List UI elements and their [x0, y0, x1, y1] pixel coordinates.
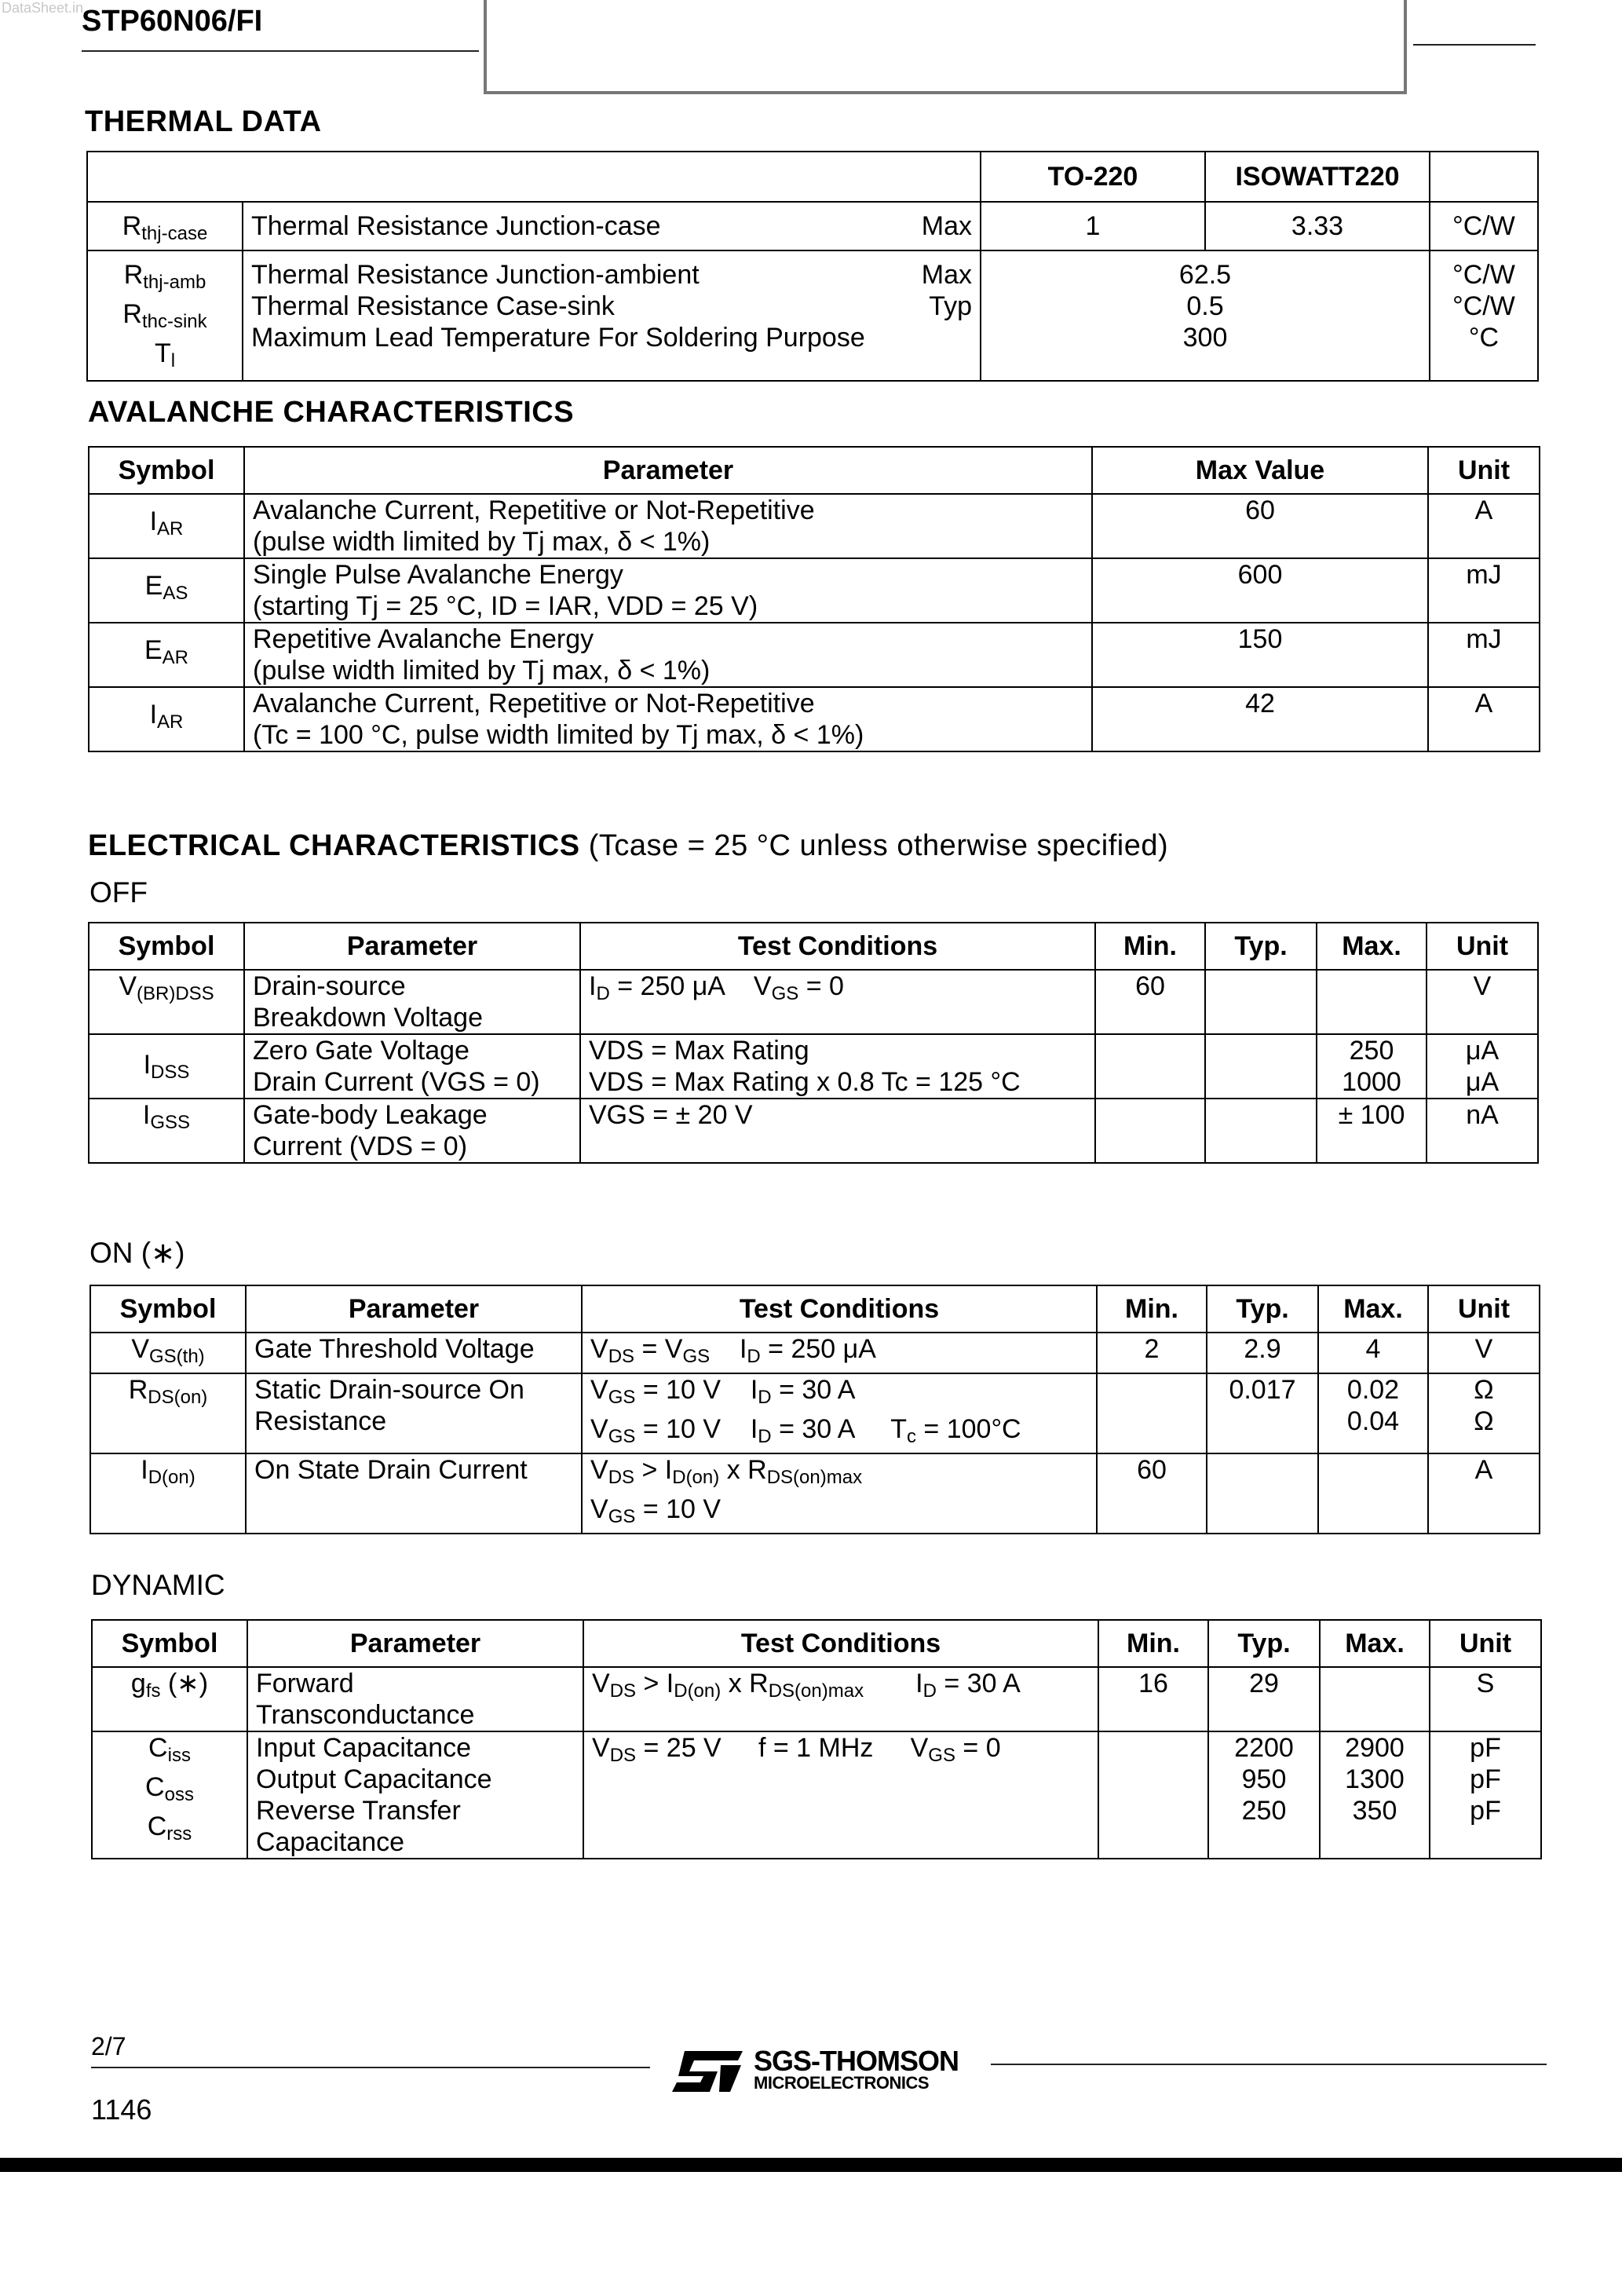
max-value: 60 [1092, 494, 1428, 558]
col-symbol: Symbol [89, 447, 244, 494]
col-isowatt220: ISOWATT220 [1205, 152, 1430, 202]
header-rule-right [1413, 44, 1536, 46]
param-text: Maximum Lead Temperature For Soldering Purpose [251, 323, 865, 353]
sym-igss: $I_{GSS}$ [89, 1099, 244, 1163]
test-conditions: $V_{DS} > I_{D(on)}$ x $R_{DS(on)max}$ $I_D = 30$ A [583, 1667, 1098, 1731]
table-row [89, 1099, 1538, 1163]
param-rthj-case [243, 202, 981, 250]
table-row [89, 494, 1540, 558]
electrical-title: ELECTRICAL CHARACTERISTICS (Tcase = 25 °C unless otherwise specified) [88, 829, 1169, 862]
col-unit: Unit [1428, 447, 1540, 494]
max-value: 600 [1092, 558, 1428, 623]
test-conditions: $V_{DS} > I_{D(on)}$ x $R_{DS(on)max}$ $V_{GS} = 10$ V [582, 1453, 1097, 1534]
min [1098, 1731, 1208, 1859]
value-to220: 1 [981, 202, 1205, 250]
value-group [981, 250, 1430, 381]
param-qual: Max [921, 260, 972, 290]
brand-subtitle: MICROELECTRONICS [754, 2073, 929, 2093]
company-logo [670, 2045, 977, 2100]
electrical-note: (Tcase = 25 °C unless otherwise specified) [588, 829, 1169, 862]
table-row [92, 1731, 1541, 1859]
param: Single Pulse Avalanche Energy (starting Tj = 25 °C, ID = IAR, VDD = 25 V) [244, 558, 1092, 623]
off-table [88, 922, 1539, 1164]
max-value: 42 [1092, 687, 1428, 751]
unit: μA μA [1427, 1034, 1538, 1099]
watermark: DataSheet.in [2, 0, 84, 16]
avalanche-title: AVALANCHE CHARACTERISTICS [88, 396, 575, 429]
test-conditions: $V_{DS} = 25$ V f = 1 MHz $V_{GS} = 0$ [583, 1731, 1098, 1859]
part-number: STP60N06/FI [82, 5, 263, 38]
unit: °C [1468, 323, 1500, 353]
param: Static Drain-source On Resistance [246, 1373, 582, 1453]
param-text: Thermal Resistance Case-sink [251, 291, 615, 321]
max: 250 1000 [1317, 1034, 1427, 1099]
table-row [90, 1373, 1540, 1453]
test-conditions: VGS = ± 20 V [580, 1099, 1095, 1163]
col-test-conditions: Test Conditions [583, 1620, 1098, 1667]
unit-group [1430, 250, 1538, 381]
param: Gate Threshold Voltage [246, 1333, 582, 1373]
param-qual: Max [921, 211, 972, 241]
param-group [243, 250, 981, 381]
param-text: Thermal Resistance Junction-case [251, 211, 661, 241]
col-test-conditions: Test Conditions [580, 923, 1095, 970]
unit: pF pF pF [1430, 1731, 1541, 1859]
sym-rdson: $R_{DS(on)}$ [90, 1373, 246, 1453]
value-rthc-sink: 0.5 [1186, 291, 1224, 321]
thermal-header-row [87, 152, 1538, 202]
dynamic-table [91, 1619, 1542, 1859]
table-row [89, 623, 1540, 687]
min: 60 [1095, 970, 1205, 1034]
unit: S [1430, 1667, 1541, 1731]
header-box [484, 0, 1407, 94]
col-unit: Unit [1430, 1620, 1541, 1667]
table-row [90, 1333, 1540, 1373]
typ: 2.9 [1207, 1333, 1318, 1373]
typ: 29 [1208, 1667, 1320, 1731]
col-parameter: Parameter [247, 1620, 583, 1667]
st-logo-icon [670, 2048, 746, 2095]
col-unit: Unit [1428, 1285, 1540, 1333]
col-max: Max. [1318, 1285, 1428, 1333]
table-row [89, 1034, 1538, 1099]
brand-name: SGS-THOMSON [754, 2045, 959, 2077]
col-min: Min. [1097, 1285, 1207, 1333]
unit: nA [1427, 1099, 1538, 1163]
col-max: Max. [1320, 1620, 1430, 1667]
unit: V [1428, 1333, 1540, 1373]
col-typ: Typ. [1207, 1285, 1318, 1333]
table-row [89, 970, 1538, 1034]
value-rthj-amb: 62.5 [1178, 260, 1232, 290]
on-title: ON (∗) [90, 1237, 185, 1269]
sym-gfs: $g_{fs}$ (∗) [92, 1667, 247, 1731]
param: Drain-source Breakdown Voltage [244, 970, 580, 1034]
document-number: 1146 [91, 2093, 152, 2126]
col-min: Min. [1095, 923, 1205, 970]
col-symbol: Symbol [89, 923, 244, 970]
footer-rule-left [91, 2067, 650, 2068]
test-conditions: $V_{DS} = V_{GS}$ $I_D = 250$ μA [582, 1333, 1097, 1373]
header-rule-left [82, 50, 479, 52]
dynamic-title: DYNAMIC [91, 1569, 225, 1601]
col-to220: TO-220 [981, 152, 1205, 202]
unit-rthj-case: °C/W [1430, 202, 1538, 250]
avalanche-table [88, 446, 1540, 752]
sym-caps: $C_{iss}$ $C_{oss}$ $C_{rss}$ [92, 1731, 247, 1859]
unit: mJ [1428, 623, 1540, 687]
thermal-header-blank [87, 152, 981, 202]
sym-group: $R_{thj-amb}$ $R_{thc-sink}$ $T_l$ [87, 250, 243, 381]
param-text: Thermal Resistance Junction-ambient [251, 260, 700, 290]
sym-rthj-case: $R_{thj-case}$ [87, 202, 243, 250]
col-symbol: Symbol [90, 1285, 246, 1333]
typ [1205, 1034, 1317, 1099]
unit: A [1428, 494, 1540, 558]
col-parameter: Parameter [244, 447, 1092, 494]
table-row [92, 1667, 1541, 1731]
min [1095, 1099, 1205, 1163]
unit: °C/W [1452, 291, 1515, 321]
unit: A [1428, 687, 1540, 751]
test-conditions: $I_D = 250$ μA $V_{GS} = 0$ [580, 970, 1095, 1034]
param: Input Capacitance Output Capacitance Reverse Transfer Capacitance [247, 1731, 583, 1859]
col-typ: Typ. [1205, 923, 1317, 970]
typ [1205, 1099, 1317, 1163]
param: Repetitive Avalanche Energy (pulse width limited by Tj max, δ < 1%) [244, 623, 1092, 687]
sym-iar: $I_{AR}$ [89, 494, 244, 558]
typ: 2200 950 250 [1208, 1731, 1320, 1859]
col-unit: Unit [1427, 923, 1538, 970]
page-number: 2/7 [91, 2032, 126, 2060]
sym-idon: $I_{D(on)}$ [90, 1453, 246, 1534]
table-row [89, 558, 1540, 623]
max [1318, 1453, 1428, 1534]
min [1095, 1034, 1205, 1099]
param: Zero Gate Voltage Drain Current (VGS = 0) [244, 1034, 580, 1099]
unit: °C/W [1452, 260, 1515, 290]
param: Avalanche Current, Repetitive or Not-Repetitive (pulse width limited by Tj max, δ < 1%) [244, 494, 1092, 558]
col-parameter: Parameter [244, 923, 580, 970]
param: On State Drain Current [246, 1453, 582, 1534]
col-parameter: Parameter [246, 1285, 582, 1333]
on-header-row [90, 1285, 1540, 1333]
typ: 0.017 [1207, 1373, 1318, 1453]
min [1097, 1373, 1207, 1453]
col-test-conditions: Test Conditions [582, 1285, 1097, 1333]
col-max: Max. [1317, 923, 1427, 970]
off-title: OFF [90, 876, 148, 909]
col-min: Min. [1098, 1620, 1208, 1667]
avalanche-header-row [89, 447, 1540, 494]
thermal-row-rthj-case [87, 202, 1538, 250]
max-value: 150 [1092, 623, 1428, 687]
unit: mJ [1428, 558, 1540, 623]
min: 2 [1097, 1333, 1207, 1373]
table-row [90, 1453, 1540, 1534]
max [1320, 1667, 1430, 1731]
value-isowatt220: 3.33 [1205, 202, 1430, 250]
bottom-bar [0, 2158, 1622, 2172]
min: 16 [1098, 1667, 1208, 1731]
thermal-table [86, 151, 1539, 382]
test-conditions: VDS = Max Rating VDS = Max Rating x 0.8 Tc = 125 °C [580, 1034, 1095, 1099]
typ [1207, 1453, 1318, 1534]
value-tl: 300 [1182, 323, 1228, 353]
unit: A [1428, 1453, 1540, 1534]
col-max-value: Max Value [1092, 447, 1428, 494]
col-symbol: Symbol [92, 1620, 247, 1667]
dynamic-header-row [92, 1620, 1541, 1667]
max: ± 100 [1317, 1099, 1427, 1163]
sym-vbrdss: $V_{(BR)DSS}$ [89, 970, 244, 1034]
unit: Ω Ω [1428, 1373, 1540, 1453]
col-typ: Typ. [1208, 1620, 1320, 1667]
typ [1205, 970, 1317, 1034]
thermal-row-group [87, 250, 1538, 381]
max: 4 [1318, 1333, 1428, 1373]
sym-vgsth: $V_{GS(th)}$ [90, 1333, 246, 1373]
table-row [89, 687, 1540, 751]
thermal-title: THERMAL DATA [85, 105, 322, 138]
unit: V [1427, 970, 1538, 1034]
max: 0.02 0.04 [1318, 1373, 1428, 1453]
max: 2900 1300 350 [1320, 1731, 1430, 1859]
param: Forward Transconductance [247, 1667, 583, 1731]
min: 60 [1097, 1453, 1207, 1534]
param: Avalanche Current, Repetitive or Not-Repetitive (Tc = 100 °C, pulse width limited by Tj max, δ < 1%) [244, 687, 1092, 751]
sym-iar: $I_{AR}$ [89, 687, 244, 751]
param: Gate-body Leakage Current (VDS = 0) [244, 1099, 580, 1163]
param-qual: Typ [929, 291, 972, 321]
thermal-header-unit [1430, 152, 1538, 202]
test-conditions: $V_{GS} = 10$ V $I_D = 30$ A $V_{GS} = 10$ V $I_D = 30$ A $T_c = 100^\circ C$ [582, 1373, 1097, 1453]
sym-eas: $E_{AS}$ [89, 558, 244, 623]
sym-ear: $E_{AR}$ [89, 623, 244, 687]
footer-rule-right [991, 2064, 1547, 2065]
max [1317, 970, 1427, 1034]
off-header-row [89, 923, 1538, 970]
on-table [90, 1285, 1540, 1534]
sym-idss: $I_{DSS}$ [89, 1034, 244, 1099]
